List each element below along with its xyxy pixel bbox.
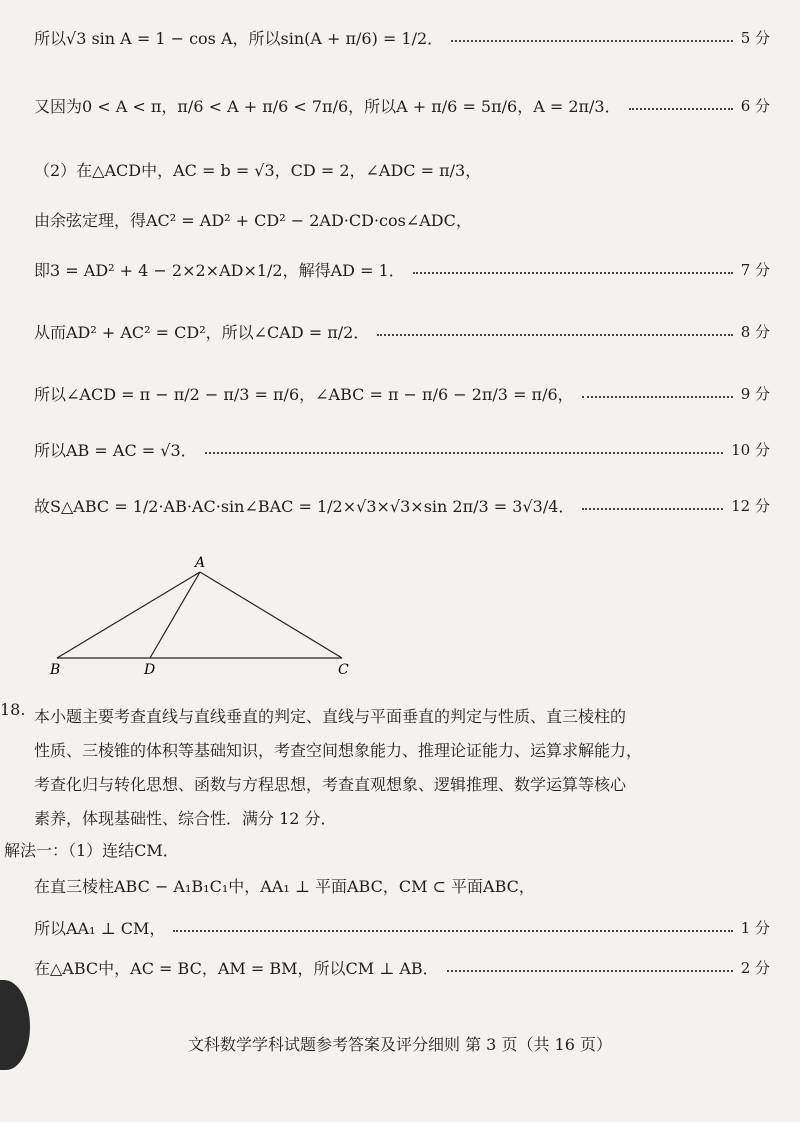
- line-text: 所以AB = AC = √3．: [34, 440, 197, 460]
- line-text: 由余弦定理，得AC² = AD² + CD² − 2AD·CD·cos∠ADC，: [34, 210, 472, 230]
- vertex-label-d: D: [144, 662, 156, 678]
- segment-ac: [200, 572, 342, 658]
- solution-step-2: [34, 910, 770, 944]
- dot-leader: [173, 930, 732, 932]
- line-text: 所以∠ACD = π − π/2 − π/3 = π/6，∠ABC = π − π/6 − 2π/3 = π/6，: [34, 384, 574, 404]
- line-text: 又因为0 < A < π，π/6 < A + π/6 < 7π/6，所以A + π/6 = 5π/6，A = 2π/3．: [34, 96, 621, 116]
- page-footer: 文科数学学科试题参考答案及评分细则 第 3 页（共 16 页）: [188, 1035, 612, 1054]
- solution-step-1: [34, 868, 770, 902]
- solution-line-6: [34, 314, 770, 348]
- dot-leader: [582, 396, 733, 398]
- line-text: （2）在△ACD中，AC = b = √3，CD = 2，∠ADC = π/3，: [34, 160, 482, 180]
- question-18-intro: [34, 700, 754, 836]
- intro-line: 本小题主要考查直线与直线垂直的判定、直线与平面垂直的判定与性质、直三棱柱的: [34, 707, 627, 726]
- vertex-label-a: A: [195, 555, 206, 571]
- solution-line-9: [34, 488, 770, 522]
- score-mark: 12 分: [731, 496, 770, 515]
- line-text: 在△ABC中，AC = BC，AM = BM，所以CM ⊥ AB．: [34, 958, 439, 978]
- dot-leader: [205, 452, 723, 454]
- line-text: 从而AD² + AC² = CD²，所以∠CAD = π/2．: [34, 322, 370, 342]
- intro-line: 考查化归与转化思想、函数与方程思想，考查直观想象、逻辑推理、数学运算等核心: [34, 775, 627, 794]
- score-mark: 10 分: [731, 440, 770, 459]
- solution-line-3: [34, 152, 770, 186]
- dot-leader: [447, 970, 733, 972]
- solution-line-5: [34, 252, 770, 286]
- dot-leader: [582, 508, 723, 510]
- solution-line-4: [34, 202, 770, 236]
- score-mark: 8 分: [740, 322, 770, 341]
- segment-ad: [150, 572, 200, 658]
- segment-ab: [57, 572, 200, 658]
- line-text: 所以√3 sin A = 1 − cos A，所以sin(A + π/6) = 1/2．: [34, 28, 444, 48]
- solution-line-1: [34, 20, 770, 54]
- solution-line-7: [34, 376, 770, 410]
- score-mark: 7 分: [740, 260, 770, 279]
- vertex-label-c: C: [338, 662, 349, 678]
- line-text: 即3 = AD² + 4 − 2×2×AD×1/2，解得AD = 1．: [34, 260, 405, 280]
- heading-text: 解法一：（1）连结CM．: [4, 840, 179, 860]
- dot-leader: [451, 40, 733, 42]
- line-text: 所以AA₁ ⊥ CM，: [34, 918, 166, 938]
- intro-line: 性质、三棱锥的体积等基础知识，考查空间想象能力、推理论证能力、运算求解能力，: [34, 741, 643, 760]
- dot-leader: [413, 272, 733, 274]
- triangle-figure: [40, 550, 370, 680]
- score-mark: 2 分: [740, 958, 770, 977]
- scan-smudge: [0, 980, 30, 1070]
- question-number: 18.: [0, 700, 26, 719]
- dot-leader: [377, 334, 732, 336]
- score-mark: 9 分: [740, 384, 770, 403]
- vertex-label-b: B: [50, 662, 61, 678]
- dot-leader: [629, 108, 733, 110]
- score-mark: 1 分: [740, 918, 770, 937]
- line-text: 在直三棱柱ABC − A₁B₁C₁中，AA₁ ⊥ 平面ABC，CM ⊂ 平面ABC，: [34, 876, 535, 896]
- line-text: 故S△ABC = 1/2·AB·AC·sin∠BAC = 1/2×√3×√3×sin 2π/3 = 3√3/4．: [34, 496, 575, 516]
- solution-heading: [4, 832, 740, 866]
- score-mark: 5 分: [740, 28, 770, 47]
- score-mark: 6 分: [740, 96, 770, 115]
- intro-line: 素养，体现基础性、综合性．满分 12 分．: [34, 809, 337, 828]
- solution-line-2: [34, 88, 770, 122]
- solution-step-3: [34, 950, 770, 984]
- solution-line-8: [34, 432, 770, 466]
